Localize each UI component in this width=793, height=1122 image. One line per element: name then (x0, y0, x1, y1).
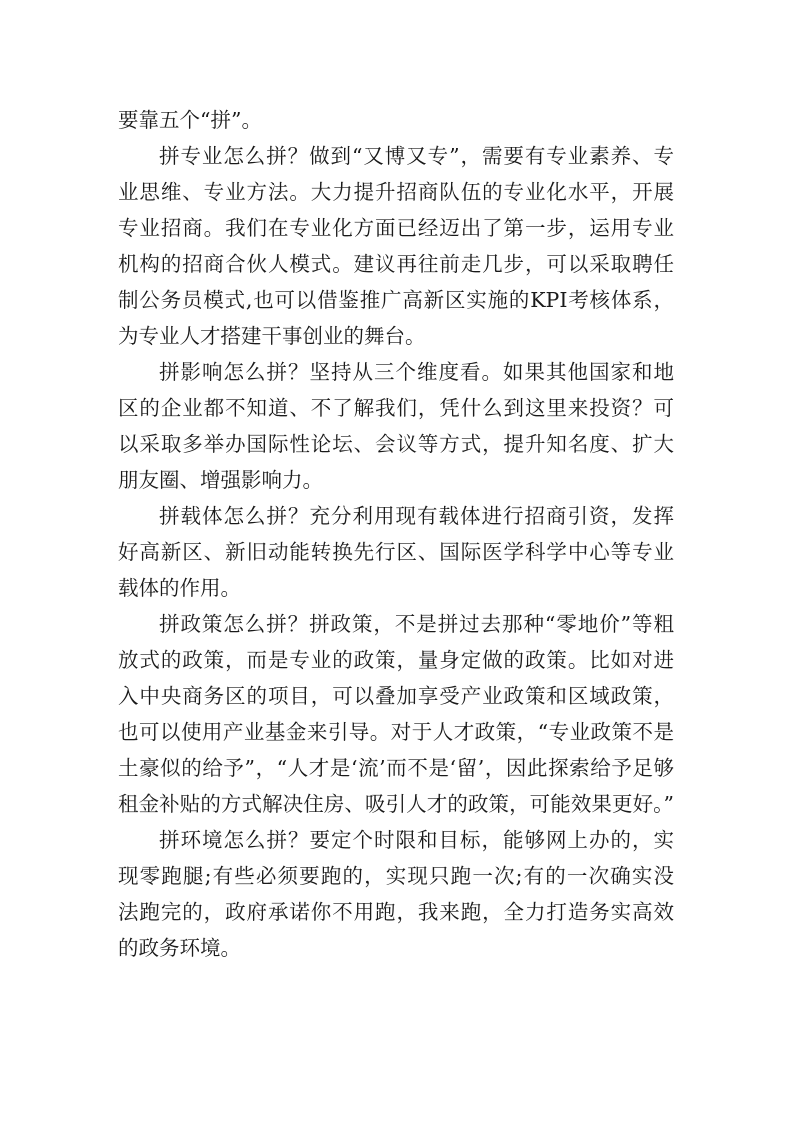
text-line: 专业招商。我们在专业化方面已经迈出了第一步，运用专业 (118, 216, 674, 240)
paragraph-policy-heading-line: 拼政策怎么拼？拼政策，不是拼过去那种“零地价”等粗 (159, 612, 674, 636)
text-line: 业思维、专业方法。大力提升招商队伍的专业化水平，开展 (118, 180, 674, 204)
text-line: 的政务环境。 (118, 936, 241, 960)
text-line: 也可以使用产业基金来引导。对于人才政策，“专业政策不是 (118, 720, 674, 744)
text-line: 载体的作用。 (118, 576, 241, 600)
text-line: 放式的政策，而是专业的政策，量身定做的政策。比如对进 (118, 648, 674, 672)
paragraph-environment-heading-line: 拼环境怎么拼？要定个时限和目标，能够网上办的，实 (159, 828, 674, 852)
paragraph-influence-heading-line: 拼影响怎么拼？坚持从三个维度看。如果其他国家和地 (159, 360, 674, 384)
text-line: 法跑完的，政府承诺你不用跑，我来跑，全力打造务实高效 (118, 900, 674, 924)
paragraph-professional-heading-line: 拼专业怎么拼？做到“又博又专”，需要有专业素养、专 (159, 144, 674, 168)
text-line: 朋友圈、增强影响力。 (118, 468, 323, 492)
text-line: 租金补贴的方式解决住房、吸引人才的政策，可能效果更好。” (118, 792, 674, 816)
text-line: 机构的招商合伙人模式。建议再往前走几步，可以采取聘任 (118, 252, 674, 276)
text-line: 为专业人才搭建干事创业的舞台。 (118, 324, 426, 348)
text-line: 要靠五个“拼”。 (118, 108, 262, 132)
paragraph-carrier-heading-line: 拼载体怎么拼？充分利用现有载体进行招商引资，发挥 (159, 504, 674, 528)
text-line: 好高新区、新旧动能转换先行区、国际医学科学中心等专业 (118, 540, 674, 564)
text-line: 现零跑腿;有些必须要跑的，实现只跑一次;有的一次确实没 (118, 864, 674, 888)
text-line: 制公务员模式,也可以借鉴推广高新区实施的KPI考核体系， (118, 288, 674, 312)
text-line: 区的企业都不知道、不了解我们，凭什么到这里来投资？可 (118, 396, 674, 420)
text-line: 入中央商务区的项目，可以叠加享受产业政策和区域政策， (118, 684, 674, 708)
text-line: 土豪似的给予”，“人才是‘流’而不是‘留’，因此探索给予足够 (118, 756, 674, 780)
text-line: 以采取多举办国际性论坛、会议等方式，提升知名度、扩大 (118, 432, 674, 456)
